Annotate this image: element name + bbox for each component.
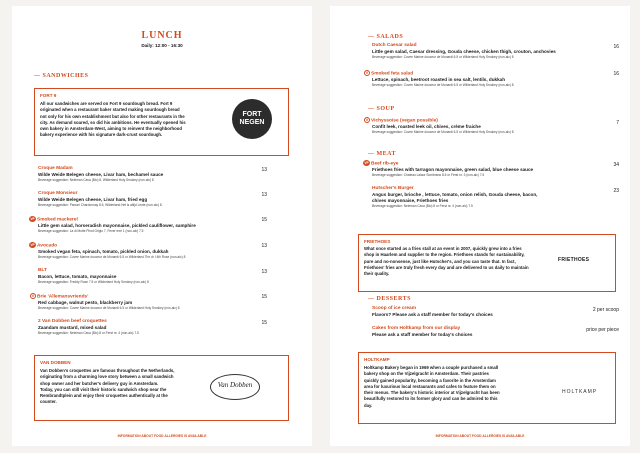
item-description: Angus burger, brioche , lettuce, tomato, onion relish, Gouda cheese, bacon, — [372, 192, 538, 197]
desserts-heading: — DESSERTS — [368, 296, 411, 302]
beverage-suggestion: Beverage suggestion: Freddy Rose 7.5 or Wilderland Holy Smokey (non-alc) 8 — [38, 280, 149, 284]
menu-item — [372, 326, 472, 338]
beverage-suggestion: Beverage suggestion: Chateau Lalaur Sombrano 8.5 or Ferst nr. 3 (non-alc) 7.5 — [372, 173, 485, 178]
vandobben-title: VAN DOBBEN — [40, 360, 71, 365]
item-name: Beef rib-eye — [371, 161, 399, 167]
beverage-suggestion: Beverage suggestion: Neleman Cava (Bio) 8 or Ferst nr. 4 (non-alc) 7.5 — [38, 331, 139, 335]
item-price: 13 — [261, 167, 267, 173]
friethoes-info-box — [358, 234, 616, 292]
menu-item — [38, 191, 162, 208]
menu-item — [372, 306, 493, 318]
item-price: 7 — [616, 120, 619, 126]
sandwiches-heading: — SANDWICHES — [34, 73, 89, 79]
beverage-suggestion: Beverage suggestion: Cuvee Marine douceur de Monardi 6.5 or Wilderland Holy Smokey (non-alc) 8 — [372, 83, 514, 88]
menu-item — [38, 166, 163, 183]
holtkamp-text: Holtkamp Bakery began in 1969 when a couple purchased a small bakery shop on the Vijzelgracht in Amsterdam. Their pastries quickly gained popularity, becoming a favorite in the Amsterdam area for luxurious local restaurants and cafes to feature them on their menus. The bakery's historic interior at Vijzelgracht has been beautifully restored to its former glory and can be admired to this day. — [364, 365, 500, 408]
item-description: Lettuce, spinach, beetroot roasted in sea salt, lentils, dukkah — [372, 77, 505, 83]
item-description: Red cabbage, walnut pesto, blackberry jam — [38, 300, 133, 306]
menu-item — [29, 216, 196, 234]
item-description: Bacon, lettuce, tomato, mayonnaise — [38, 274, 117, 279]
beverage-suggestion: Beverage suggestion: Cuvee Marine douceur de Monardi 6.5 or Wilderland Holy Smokey (non-alc) 8 — [38, 306, 180, 311]
vegetarian-icon: V — [31, 293, 35, 298]
item-description: Zaandam mustard, mixed salad — [38, 325, 107, 330]
item-name: Dutch Caesar salad — [372, 43, 417, 48]
item-price: 34 — [613, 162, 619, 168]
item-description: Flavors? Please ask a staff member for today's choices — [372, 312, 493, 317]
vegetarian-icon: V — [365, 70, 369, 75]
item-name: Smoked feta salad — [371, 71, 414, 77]
item-price: 16 — [613, 44, 619, 50]
item-description: Friethoes fries with tarragon mayonnaise, green salad, blue cheese sauce — [372, 167, 534, 173]
page-title: LUNCH — [141, 30, 183, 41]
item-description: Smoked vegan feta, spinach, tomato, pickled onion, dukkah — [38, 249, 169, 255]
item-name: Croque Madam — [38, 166, 73, 171]
menu-item — [30, 293, 180, 311]
menu-item — [372, 186, 537, 209]
beverage-suggestion: Beverage suggestion: Parcari Chardonnay 8.5, Wilderland Het is altijd Lente (non-alc) 8 — [38, 203, 162, 207]
item-price: 13 — [261, 269, 267, 275]
right-page — [330, 6, 630, 446]
beverage-suggestion: Beverage suggestion: Cuvee Marine douceur de Monardi 6.5 or Wilderland The dr I 4th Rose (non-alc) 8 — [38, 255, 186, 260]
holtkamp-info-box — [358, 352, 616, 424]
allergy-footnote: INFORMATION ABOUT FOOD ALLERGIES IS AVAILABLE — [435, 434, 525, 438]
friethoes-title: FRIETHOES — [364, 239, 391, 244]
vegetarian-possible-icon: VP — [364, 161, 369, 165]
item-price: 16 — [613, 71, 619, 77]
item-name: Vichyssoise (vegan possible) — [371, 118, 438, 124]
item-name: 2 Van Dobben beef croquettes — [38, 319, 107, 324]
allergy-footnote: INFORMATION ABOUT FOOD ALLERGIES IS AVAILABLE — [117, 434, 207, 438]
beverage-suggestion: Beverage suggestion: La di Motte Pinot Grigio 7, Fever tree 1 (non-alc) 7.5 — [38, 229, 144, 234]
friethoes-text: What once started as a fries stall at an event in 2007, quickly grew into a fries shop in Haarlem and supplier to the region. Friethoes stands for sustainability, pure and no-nonsense, just like Hutscher's, and you can taste that. In fact, Friethoes' fries are truly fresh every day and are delivered to us daily to maintain their quality. — [364, 246, 529, 277]
holtkamp-title: HOLTKAMP — [364, 357, 390, 362]
item-price: 15 — [261, 294, 267, 300]
item-name: Smoked mackerel — [37, 217, 78, 223]
vegetarian-possible-icon: VP — [30, 217, 35, 221]
menu-item — [38, 268, 149, 285]
menu-item — [364, 117, 514, 135]
menu-item — [38, 319, 139, 336]
friethoes-logo: FRIETHOES — [558, 257, 590, 263]
vandobben-text: Van Dobben's croquettes are famous throughout the Netherlands, originating from a charming love story between a small sandwich shop owner and her butcher's delivery guy in Amsterdam. Today, you can still visit their historic sandwich shop near the Rembrandtplein and enjoy their croquettes authentically at the counter. — [40, 368, 175, 405]
item-description: Little gem salad, horseradish mayonnaise, pickled cauliflower, samphire — [38, 223, 196, 229]
item-price: price per piece — [586, 327, 619, 333]
menu-item — [363, 160, 533, 178]
item-description: Confit leek, roasted leek oil, chives, crème fraiche — [372, 124, 481, 130]
item-name: Brie 'Allemansvriends' — [37, 294, 89, 300]
salads-heading: — SALADS — [368, 34, 403, 40]
item-description: Please ask a staff member for today's choices — [372, 332, 473, 337]
beverage-suggestion: Beverage suggestion: Cuvee Marine douceur de Monardi 6.5 or Wilderland Holy Smokey (non-alc) 8 — [372, 130, 514, 135]
item-name: Croque Monsieur — [38, 191, 78, 196]
item-name: Cakes from Holtkamp from our display — [372, 326, 461, 331]
fort9-title: FORT 9 — [40, 93, 57, 98]
vegetarian-icon: V — [365, 117, 369, 122]
item-description: Little gem salad, Caesar dressing, Gouda cheese, chicken thigh, crouton, anchovies — [372, 49, 556, 54]
item-price: 23 — [613, 188, 619, 194]
soup-heading: — SOUP — [368, 106, 395, 112]
item-price: 15 — [261, 217, 267, 223]
holtkamp-logo: HOLTKAMP — [562, 389, 598, 395]
fort-negen-logo: FORT NEGEN — [232, 99, 272, 139]
left-page — [12, 6, 312, 446]
beverage-suggestion: Beverage suggestion: Neleman Cava (Bio) 8, Wilderland Holy Smokey (non-alc) 8 — [38, 178, 154, 182]
menu-item — [372, 43, 556, 60]
opening-hours: Daily: 12:00 - 16:30 — [141, 43, 183, 48]
vegetarian-possible-icon: VP — [30, 243, 35, 247]
meat-heading: — MEAT — [368, 151, 396, 157]
beverage-suggestion: Beverage suggestion: Neleman Cava (Bio) 8 or Ferst nr. 4 (non-alc) 7.5 — [372, 204, 473, 208]
item-name: Scoop of ice cream — [372, 306, 416, 311]
item-description: Wilde Weide Belegen cheese, Livar ham, fried egg — [38, 197, 148, 202]
beverage-suggestion: Beverage suggestion: Cuvee Marine douceur de Monardi 6.5 or Wilderland Holy Smokey (non-alc) 8 — [372, 55, 514, 59]
item-price: 15 — [261, 320, 267, 326]
item-description: Wilde Weide Belegen cheese, Livar ham, bechamel sauce — [38, 172, 164, 177]
fort9-text: All our sandwiches are served on Fort 9 sourdough bread. Fort 9 originated when a restaurant baker started making sourdough bread not only for his own establishment but also for other restaurants in the city. As demand soared, so did his ambitions. He eventually opened his own bakery in Amsterdam-West, aiming to reinvent the neighborhood bakery experience with his signature dark-crust sourdough. — [40, 101, 186, 138]
menu-item — [29, 242, 185, 260]
item-name: Avocado — [37, 243, 58, 249]
item-description: chives mayonnaise, Friethoes fries — [372, 198, 449, 203]
item-name: Hutscher's Burger — [372, 186, 414, 191]
item-name: BLT — [38, 268, 47, 273]
menu-item — [364, 70, 514, 88]
item-price: 13 — [261, 192, 267, 198]
van-dobben-logo: Van Dobben — [208, 372, 262, 402]
item-price: 2 per scoop — [592, 307, 619, 313]
item-price: 13 — [261, 243, 267, 249]
